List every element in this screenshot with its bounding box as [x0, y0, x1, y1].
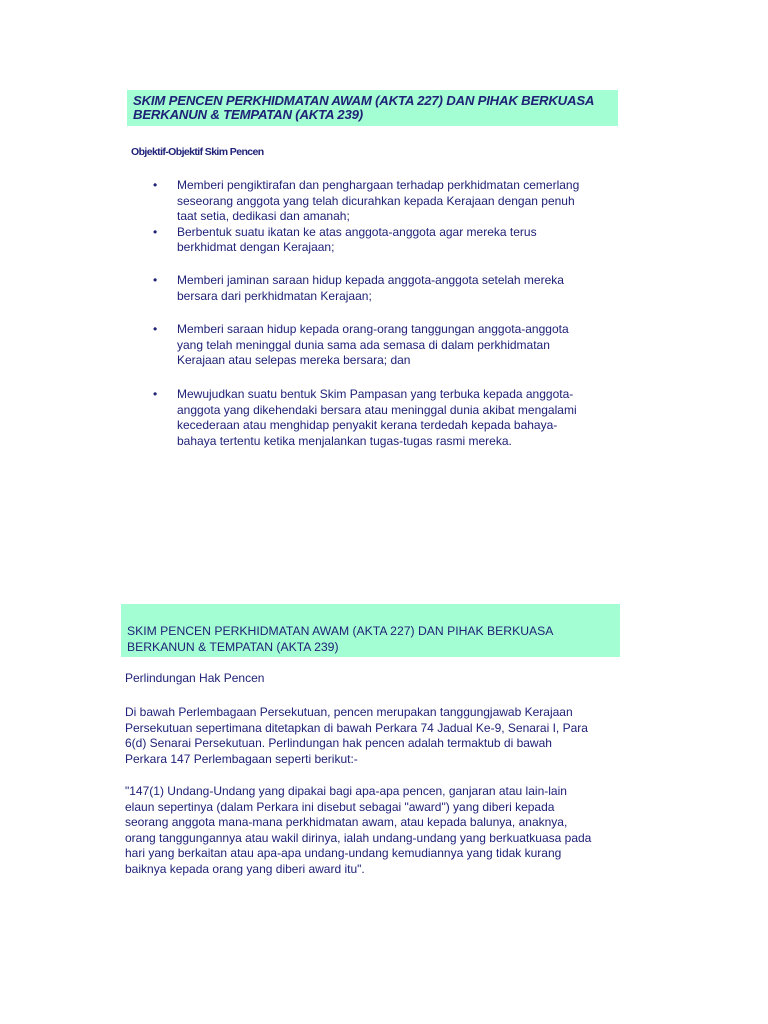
pension-protection-paragraph [125, 705, 620, 767]
objective-item [150, 387, 620, 449]
section1-title-line1: SKIM PENCEN PERKHIDMATAN AWAM (AKTA 227) DAN PIHAK BERKUASA [133, 93, 595, 108]
objective-line: seseorang anggota yang telah dicurahkan kepada Kerajaan dengan penuh [177, 193, 575, 208]
objective-line: Mewujudkan suatu bentuk Skim Pampasan yang terbuka kepada anggota- [177, 386, 574, 401]
objective-line: kecederaan atau menghidap penyakit kerana terdedah kepada bahaya- [177, 418, 558, 433]
section2-title-line1: SKIM PENCEN PERKHIDMATAN AWAM (AKTA 227) DAN PIHAK BERKUASA [127, 624, 554, 638]
section1-banner [127, 90, 618, 126]
bullet-icon: • [153, 272, 158, 287]
quote-line: seorang anggota mana-mana perkhidmatan awam, atau kepada balunya, anaknya, [125, 815, 568, 830]
quote-line: baiknya kepada orang yang diberi award itu". [125, 861, 365, 876]
paragraph-line: Perkara 147 Perlembagaan seperti berikut:- [125, 751, 358, 766]
section2-subheading: Perlindungan Hak Pencen [125, 671, 265, 685]
objective-line: anggota yang dikehendaki bersara atau meninggal dunia akibat mengalami [177, 402, 577, 417]
section1-subheading: Objektif-Objektif Skim Pencen [131, 146, 264, 158]
bullet-icon: • [153, 386, 158, 401]
section1-title [133, 94, 612, 122]
bullet-icon: • [153, 322, 158, 337]
objective-line: Kerajaan atau selepas mereka bersara; dan [177, 353, 411, 368]
objective-line: bahaya tertentu ketika menjalankan tugas-tugas rasmi mereka. [177, 433, 512, 448]
objective-line: Memberi pengiktirafan dan penghargaan terhadap perkhidmatan cemerlang [177, 178, 580, 192]
objective-item [150, 273, 620, 304]
section2-banner [121, 604, 620, 657]
paragraph-line: Di bawah Perlembagaan Persekutuan, pencen merupakan tanggungjawab Kerajaan [125, 705, 573, 719]
objectives-list [150, 178, 620, 449]
bullet-icon: • [153, 224, 158, 239]
objective-line: yang telah meninggal dunia sama ada semasa di dalam perkhidmatan [177, 337, 550, 352]
quote-line: elaun sepertinya (dalam Perkara ini disebut sebagai "award") yang diberi kepada [125, 799, 555, 814]
objective-line: berkhidmat dengan Kerajaan; [177, 240, 335, 255]
objective-line: bersara dari perkhidmatan Kerajaan; [177, 288, 372, 303]
objective-item [150, 322, 620, 369]
bullet-icon: • [153, 178, 158, 192]
section2-title-line2: BERKANUN & TEMPATAN (AKTA 239) [127, 639, 339, 654]
quote-line: hari yang berkaitan atau apa-apa undang-undang kemudiannya yang tidak kurang [125, 846, 562, 861]
quote-line: orang tanggungannya atau wakil dirinya, ialah undang-undang yang berkuatkuasa pada [125, 830, 592, 845]
section2-title [127, 624, 614, 655]
objective-line: Memberi saraan hidup kepada orang-orang tanggungan anggota-anggota [177, 322, 569, 337]
quote-line: "147(1) Undang-Undang yang dipakai bagi apa-apa pencen, ganjaran atau lain-lain [125, 784, 567, 798]
section1-title-line2: BERKANUN & TEMPATAN (AKTA 239) [133, 107, 363, 122]
objective-line: Memberi jaminan saraan hidup kepada anggota-anggota setelah mereka [177, 272, 564, 287]
paragraph-line: 6(d) Senarai Persekutuan. Perlindungan hak pencen adalah termaktub di bawah [125, 736, 552, 751]
article-147-quote [125, 784, 620, 878]
paragraph-line: Persekutuan sepertimana ditetapkan di bawah Perkara 74 Jadual Ke-9, Senarai I, Para [125, 720, 588, 735]
objective-line: Berbentuk suatu ikatan ke atas anggota-anggota agar mereka terus [177, 224, 537, 239]
objective-item [150, 225, 620, 256]
objective-line: taat setia, dedikasi dan amanah; [177, 209, 350, 224]
objective-item [150, 178, 620, 225]
